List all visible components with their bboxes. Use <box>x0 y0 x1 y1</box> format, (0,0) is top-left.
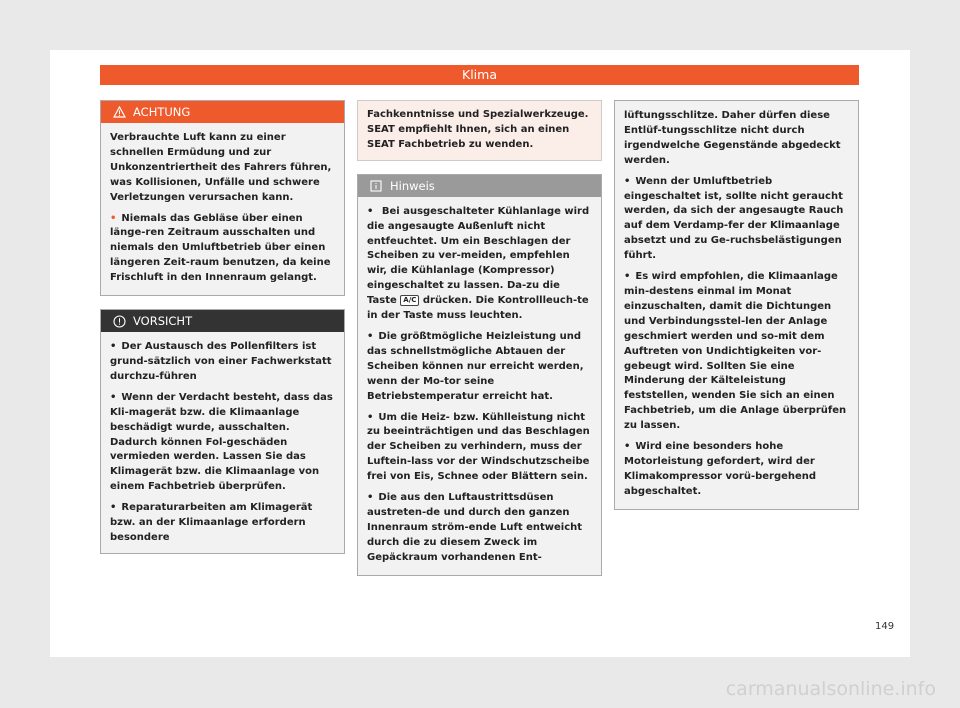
caution-bullet: • Der Austausch des Pollenfilters ist grund-sätzlich von einer Fachwerkstatt durchzu-führen <box>110 340 335 385</box>
note-bullet: • Um die Heiz- bzw. Kühlleistung nicht zu beeinträchtigen und das Beschlagen der Scheiben zu verhindern, muss der Luftein-lass vor der Windschutzscheibe frei von Eis, Schnee oder Blättern sein. <box>367 411 592 486</box>
watermark-text: carmanualsonline.info <box>725 678 936 700</box>
warning-bullet: • Niemals das Gebläse über einen länge-ren Zeitraum ausschalten und niemals den Umluftbetrieb über einen längeren Zeit-raum benutzen, da keine Frischluft in den Innenraum gelangt. <box>110 212 335 287</box>
info-note-icon <box>369 179 383 193</box>
warning-box <box>100 100 345 296</box>
note-bullet: • Wenn der Umluftbetrieb eingeschaltet ist, sollte nicht geraucht werden, da sich der angesaugte Rauch auf dem Verdamp-fer der Klimaanlage absetzt und zu Ge-ruchsbelästigungen führt. <box>624 175 849 264</box>
page-number: 149 <box>875 621 895 632</box>
note-bullet-text: drücken. Die Kontrollleuch-te in der Taste muss leuchten. <box>367 295 589 322</box>
warning-header <box>101 101 344 123</box>
column-2 <box>357 100 602 576</box>
note-continued-intro: lüftungsschlitze. Daher dürfen diese Entlüf-tungsschlitze nicht durch irgendwelche Gegenstände abgedeckt werden. <box>624 110 841 166</box>
note-box <box>357 174 602 576</box>
warning-title: ACHTUNG <box>133 105 191 119</box>
note-bullet-text: Bei ausgeschalteter Kühlanlage wird die angesaugte Außenluft nicht entfeuchtet. Um ein Beschlagen der Scheiben zu ver-meiden, empfehlen wir, die Kühlanlage (Kompressor) eingeschaltet zu lassen. Da-zu die Taste <box>367 205 590 307</box>
note-bullet: • Es wird empfohlen, die Klimaanlage min-destens einmal im Monat einzuschalten, damit die Dichtungen und Verbindungsstel-len der Anlage geschmiert werden und so-mit dem Auftreten von Undichtigkeiten vor-gebeugt wird. Sollten Sie eine Minderung der Kälteleistung feststellen, wenden Sie sich an einen Fachbetrieb, um die Anlage überprüfen zu lassen. <box>624 270 849 434</box>
caution-header <box>101 310 344 332</box>
caution-title: VORSICHT <box>133 314 193 329</box>
watermark <box>0 670 960 708</box>
chapter-title-bar <box>100 65 859 85</box>
caution-bullet: • Wenn der Verdacht besteht, dass das Kli-magerät bzw. die Klimaanlage beschädigt wurde, ausschalten. Dadurch können Fol-geschäden vermieden werden. Lassen Sie das Klimagerät bzw. die Klimaanlage von einem Fachbetrieb überprüfen. <box>110 391 335 495</box>
column-3 <box>614 100 859 510</box>
note-continued-box <box>614 100 859 510</box>
caution-continued-box <box>357 100 602 161</box>
chapter-title: Klima <box>462 67 497 82</box>
caution-bullet: • Reparaturarbeiten am Klimagerät bzw. an der Klimaanlage erfordern besondere <box>110 501 335 546</box>
caution-continued-text: Fachkenntnisse und Spezialwerkzeuge. SEAT empfiehlt Ihnen, sich an einen SEAT Fachbetrieb zu wenden. <box>367 109 589 150</box>
note-title: Hinweis <box>390 178 435 193</box>
note-bullet: • Die aus den Luftaustrittsdüsen austreten-de und durch den ganzen Innenraum ström-ende Luft entweicht durch die zu diesem Zweck im Gepäckraum vorhandenen Ent- <box>367 491 592 566</box>
note-bullet: • Die größtmögliche Heizleistung und das schnellstmögliche Abtauen der Scheiben können nur erreicht werden, wenn der Mo-tor seine Betriebstemperatur erreicht hat. <box>367 330 592 405</box>
warning-intro: Verbrauchte Luft kann zu einer schnellen Ermüdung und zur Unkonzentriertheit des Fahrers führen, was Kollisionen, Unfälle und schwere Verletzungen verursachen kann. <box>110 132 332 203</box>
note-header <box>358 175 601 197</box>
ac-button-icon: A/C <box>400 295 419 306</box>
exclamation-circle-icon <box>112 314 126 328</box>
warning-triangle-icon <box>112 105 126 119</box>
note-bullet <box>367 205 592 324</box>
caution-box <box>100 309 345 554</box>
column-1 <box>100 100 345 554</box>
note-bullet: • Wird eine besonders hohe Motorleistung gefordert, wird der Klimakompressor vorü-bergehend abgeschaltet. <box>624 440 849 500</box>
